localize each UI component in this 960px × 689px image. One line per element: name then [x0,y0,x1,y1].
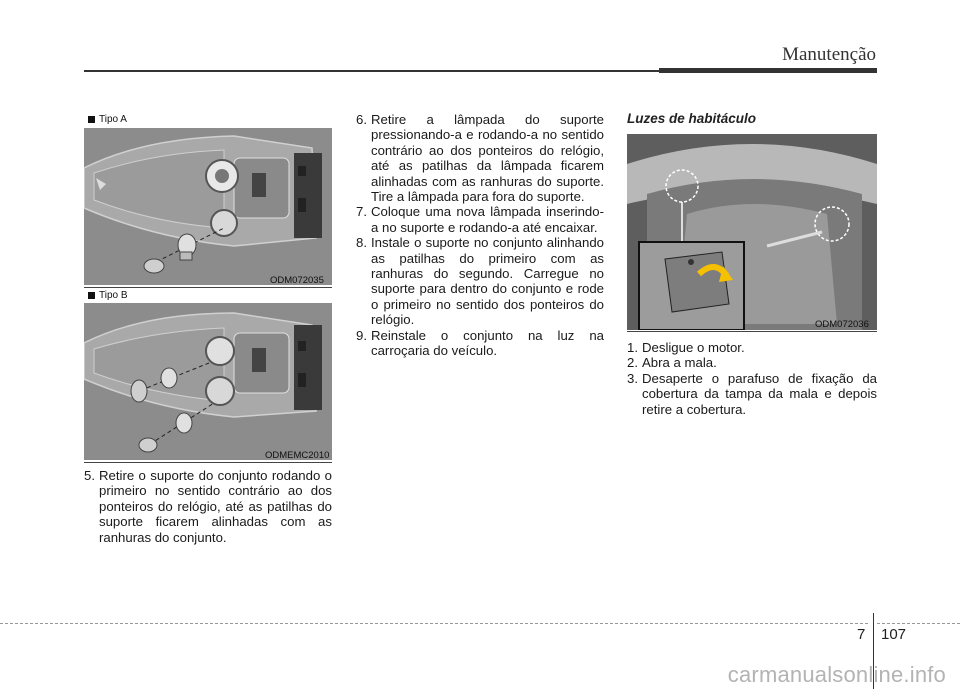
step-item [356,112,604,204]
page-header-title: Manutenção [782,44,876,65]
step-number: 1. [627,340,638,355]
step-number: 9. [356,327,367,343]
figure-divider [84,287,332,288]
footer-rule [0,623,868,624]
step-text: Retire a lâmpada do suporte pressionando-a e rodando-a no sentido contrário ao dos ponteiros do relógio, até as patilhas da lâmpada ficarem alinhadas com as ranhuras do suporte. Tire a lâmpada para fora do suporte. [371,112,604,205]
step-text: Retire o suporte do conjunto rodando o primeiro no sentido contrário ao dos ponteiros do relógio, até as patilhas do suporte ficarem alinhadas com as ranhuras do conjunto. [99,468,332,545]
watermark-text: carmanualsonline.info [727,662,946,687]
step-item [84,468,332,545]
figure-caption-tipo-a [88,114,127,125]
step-text: Instale o suporte no conjunto alinhando as patilhas do primeiro com as ranhuras do segundo. Carregue no suporte para dentro do conjunto e rode o primeiro no sentido dos ponteiros do relógio. [371,235,604,328]
step-text: Desligue o motor. [642,340,745,355]
square-bullet-icon [88,116,95,123]
step-item [627,340,877,355]
step-item [356,328,604,359]
footer-rule [877,623,960,624]
step-number: 8. [356,235,367,251]
figure-caption-text: Tipo B [99,290,128,301]
step-number: 6. [356,112,367,127]
step-text: Coloque uma nova lâmpada inserindo-a no suporte e rodando-a até encaixar. [371,204,604,235]
step-number: 7. [356,204,367,220]
step-item [356,204,604,235]
step-text: Reinstale o conjunto na luz na carroçaria do veículo. [371,327,604,359]
figure-divider [84,462,332,463]
figure-caption-text: Tipo A [99,114,127,125]
section-title: Luzes de habitáculo [627,111,757,126]
square-bullet-icon [88,292,95,299]
figure-tail-lamp-type-a [84,128,332,285]
column-2-text [356,112,604,359]
chapter-number: 7 [857,626,866,643]
figure-tail-lamp-type-b [84,303,332,460]
figure-trunk-interior-light [627,134,877,330]
page-number: 107 [881,626,907,643]
header-rule [84,70,659,72]
step-number: 2. [627,355,638,371]
figure-code: ODM072036 [815,319,869,330]
step-item [627,355,877,370]
step-text: Abra a mala. [642,355,717,371]
step-item [356,235,604,327]
column-1-text [84,468,332,545]
step-item [627,371,877,417]
figure-code: ODM072035 [270,275,324,286]
figure-code: ODMEMC2010 [265,450,330,461]
figure-divider [627,331,877,332]
step-number: 3. [627,370,638,386]
header-rule-accent [659,68,877,73]
step-number: 5. [84,468,95,483]
step-text: Desaperte o parafuso de fixação da cobertura da tampa da mala e depois retire a cobertura. [642,370,877,417]
column-3-text [627,340,877,417]
figure-caption-tipo-b [88,290,128,301]
